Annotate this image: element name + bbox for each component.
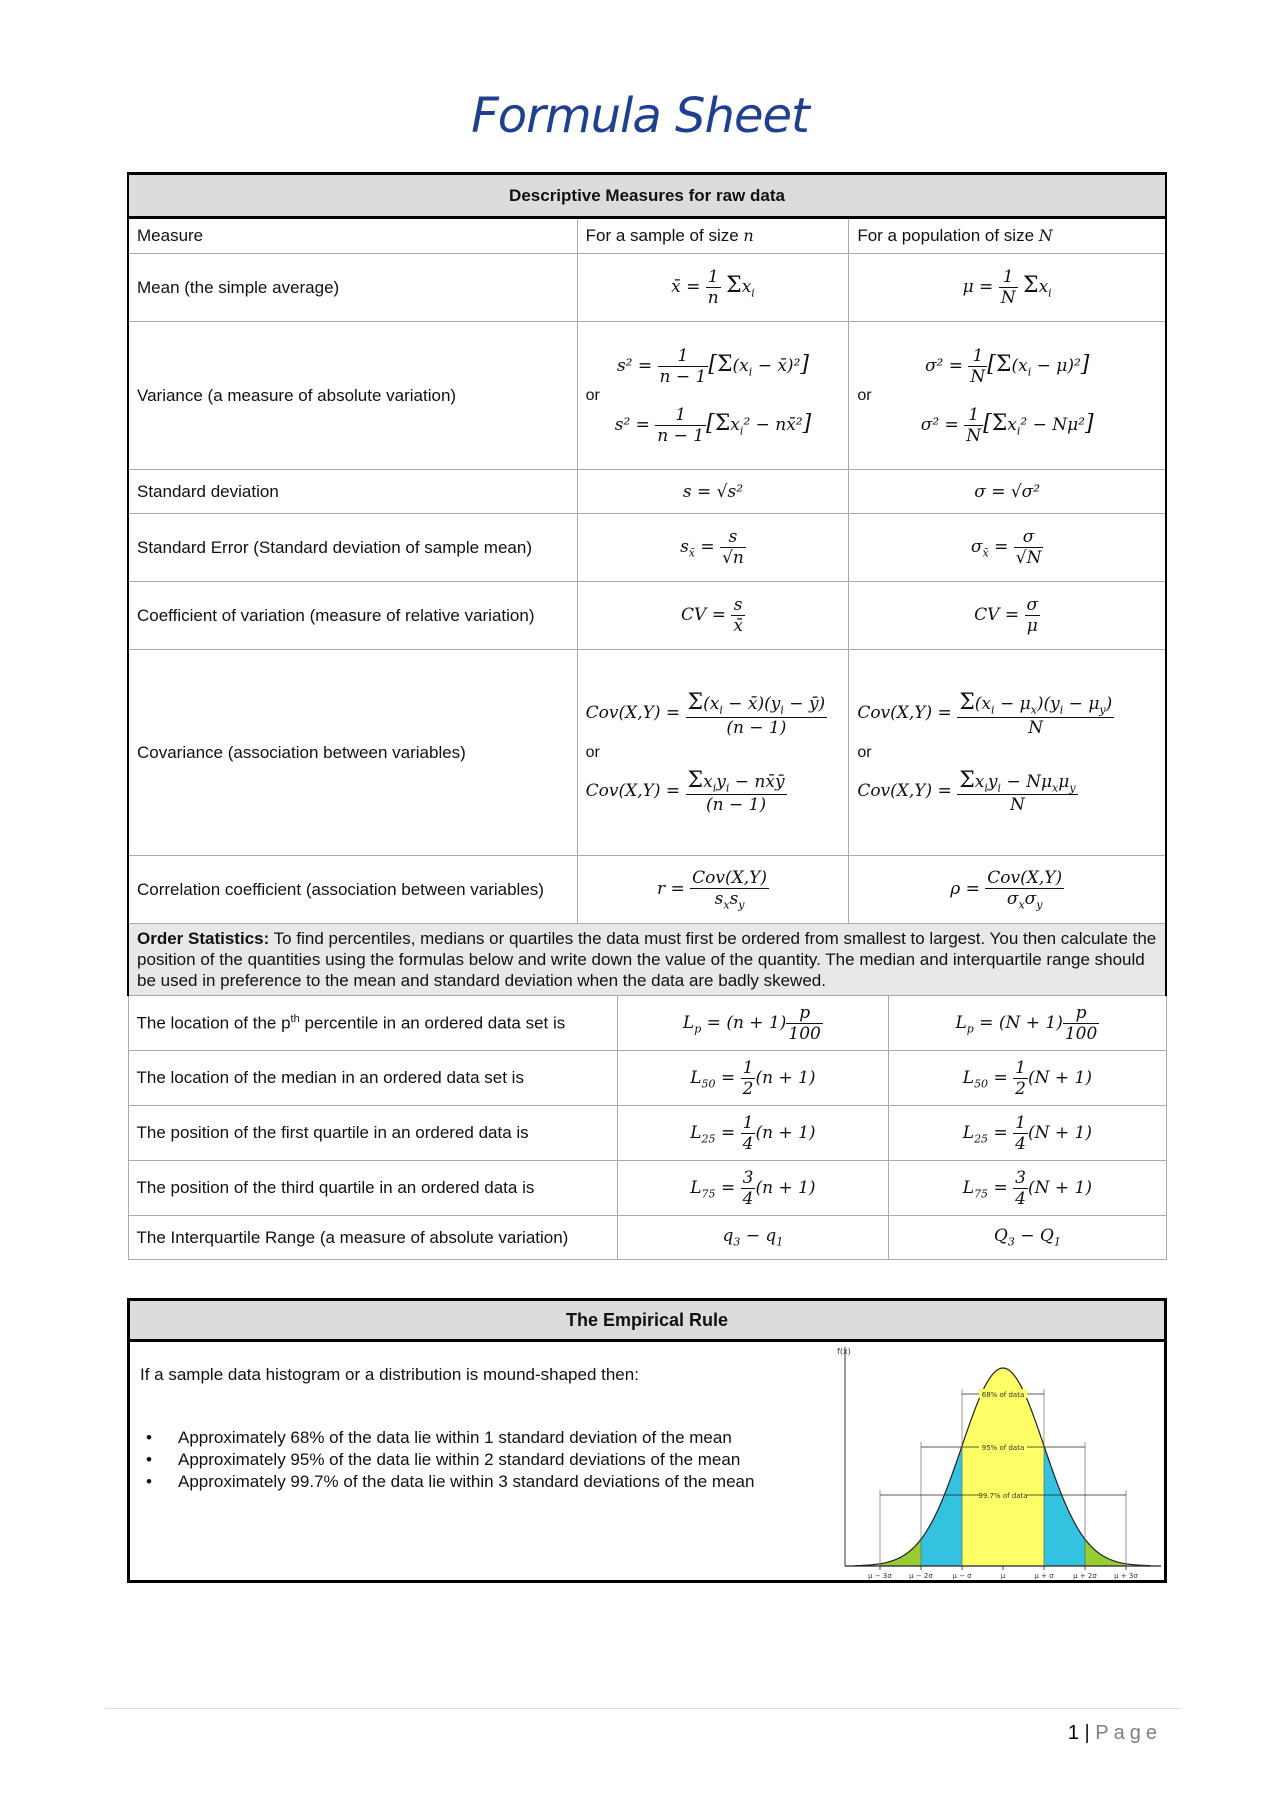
formula-sample-mean: x̄ = $\frac{1}{n}$ $\Sigma x_i$ (577, 254, 849, 322)
formula-sample-variance: s² = $\frac{1}{n - 1}$ [$\Sigma(x_i$ − x̄)²] or s² = $\frac{1}{n - 1}$ [$\Sigma x_i^2$ − nx̄²] (577, 322, 849, 470)
formula-sample-q3: $L_{75}$ = $\frac{3}{4}$ (n + 1) (617, 1161, 889, 1216)
row-label-percentile: The location of the $p^{th}$ percentile in an ordered data set is (128, 996, 617, 1051)
formula-sample-percentile: $L_p = (n + 1)$ $\frac{p}{100}$ (617, 996, 889, 1051)
col-measure: Measure (128, 218, 577, 254)
row-label-correlation: Correlation coefficient (association between variables) (128, 856, 577, 924)
bullet-95: • Approximately 95% of the data lie within 2 standard deviations of the mean (140, 1449, 820, 1471)
center-fill (962, 1342, 1044, 1582)
formula-population-cv: CV = $\frac{\sigma}{\mu}$ (849, 582, 1166, 650)
x-tick-label: μ + σ (1034, 1572, 1054, 1580)
formula-population-q3: $L_{75}$ = $\frac{3}{4}$ (N + 1) (889, 1161, 1166, 1216)
empirical-intro: If a sample data histogram or a distribution is mound-shaped then: (140, 1365, 639, 1384)
col-population: For a population of size N (849, 218, 1166, 254)
formula-sample-cov: Cov(X,Y) = $\frac{\Sigma(x_i - x̄)(y_i - ȳ)}{(n - 1)}$ or Cov(X,Y) = $\frac{\Sigma x_iy_i - nx̄ȳ}{(n - 1)}$ (577, 650, 849, 856)
row-label-q3: The position of the third quartile in an ordered data is (128, 1161, 617, 1216)
x-tick-label: μ + 2σ (1073, 1572, 1097, 1580)
formula-sample-median: $L_{50}$ = $\frac{1}{2}$ (n + 1) (617, 1051, 889, 1106)
row-label-iqr: The Interquartile Range (a measure of absolute variation) (128, 1216, 617, 1260)
formula-sample-q1: $L_{25}$ = $\frac{1}{4}$ (n + 1) (617, 1106, 889, 1161)
row-label-std-dev: Standard deviation (128, 470, 577, 514)
formula-population-percentile: $L_p = (N + 1)$ $\frac{p}{100}$ (889, 996, 1166, 1051)
page-footer (1068, 1722, 1162, 1745)
row-label-q1: The position of the first quartile in an ordered data is (128, 1106, 617, 1161)
formula-population-median: $L_{50}$ = $\frac{1}{2}$ (N + 1) (889, 1051, 1166, 1106)
formula-table (127, 172, 1167, 1260)
y-axis-label: f(x) (837, 1347, 851, 1356)
page-word: Page (1095, 1722, 1162, 1744)
x-tick-label: μ + 3σ (1114, 1572, 1138, 1580)
formula-population-se: $\sigma_{x̄}$ = $\frac{\sigma}{√N}$ (849, 514, 1166, 582)
descriptive-header: Descriptive Measures for raw data (128, 174, 1166, 218)
bullet-997: • Approximately 99.7% of the data lie within 3 standard deviations of the mean (140, 1471, 820, 1493)
formula-population-q1: $L_{25}$ = $\frac{1}{4}$ (N + 1) (889, 1106, 1166, 1161)
formula-population-iqr: $Q_3 - Q_1$ (889, 1216, 1166, 1260)
band-997-label: 99.7% of data (978, 1492, 1028, 1500)
page-title: Formula Sheet (471, 88, 809, 144)
row-label-variance: Variance (a measure of absolute variation) (128, 322, 577, 470)
formula-population-corr: ρ = $\frac{\text{Cov(X,Y)}}{\sigma_x\sigma_y}$ (849, 856, 1166, 924)
band-95-label: 95% of data (981, 1444, 1025, 1452)
col-sample: For a sample of size n (577, 218, 849, 254)
formula-sample-se: $s_{x̄}$ = $\frac{s}{√n}$ (577, 514, 849, 582)
empirical-header: The Empirical Rule (130, 1301, 1164, 1342)
formula-sample-cv: CV = $\frac{s}{x̄}$ (577, 582, 849, 650)
formula-population-variance: σ² = $\frac{1}{N}$ $[\Sigma(x_i - \mu)^2]$ or σ² = $\frac{1}{N}$ $[\Sigma x_i^2 - N\mu^2]$ (849, 322, 1166, 470)
bullet-68: • Approximately 68% of the data lie within 1 standard deviation of the mean (140, 1427, 820, 1449)
empirical-rule-box (127, 1298, 1167, 1583)
row-label-median: The location of the median in an ordered data set is (128, 1051, 617, 1106)
page-number: 1 (1067, 1722, 1079, 1744)
x-tick-label: μ (1000, 1572, 1006, 1580)
formula-population-cov: Cov(X,Y) = $\frac{\Sigma(x_i - \mu_x)(y_i - \mu_y)}{N}$ or Cov(X,Y) = $\frac{\Sigma x_iy_i - N\mu_x\mu_y}{N}$ (849, 650, 1166, 856)
page-separator: | (1084, 1722, 1090, 1744)
formula-sample-sd: s = √s² (577, 470, 849, 514)
row-label-mean: Mean (the simple average) (128, 254, 577, 322)
row-label-covariance: Covariance (association between variables) (128, 650, 577, 856)
formula-population-mean: μ = $\frac{1}{N}$ $\Sigma x_i$ (849, 254, 1166, 322)
band-68-label: 68% of data (981, 1391, 1025, 1399)
formula-sample-iqr: $q_3 - q_1$ (617, 1216, 889, 1260)
formula-population-sd: σ = √σ² (849, 470, 1166, 514)
footer-rule (105, 1708, 1180, 1709)
order-statistics-intro: Order Statistics: To find percentiles, medians or quartiles the data must first be ordered from smallest to largest. You then calculate the position of the quantities using the formulas below and write down the value of the quantity. The median and interquartile range should be used in preference to the mean and standard deviation when the data are badly skewed. (128, 924, 1166, 996)
row-label-std-error: Standard Error (Standard deviation of sample mean) (128, 514, 577, 582)
formula-sample-corr: r = $\frac{\text{Cov(X,Y)}}{s_xs_y}$ (577, 856, 849, 924)
x-tick-label: μ − 3σ (868, 1572, 892, 1580)
row-label-cv: Coefficient of variation (measure of relative variation) (128, 582, 577, 650)
empirical-bullets (140, 1427, 820, 1493)
normal-curve-diagram (835, 1342, 1163, 1582)
x-tick-label: μ − 2σ (909, 1572, 933, 1580)
x-tick-label: μ − σ (952, 1572, 972, 1580)
